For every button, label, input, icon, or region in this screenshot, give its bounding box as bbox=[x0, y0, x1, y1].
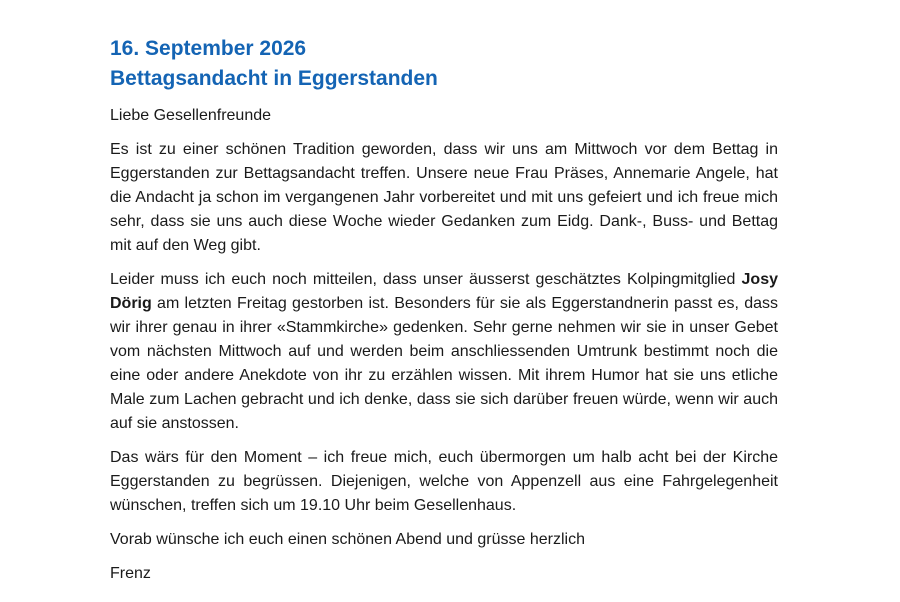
paragraph-obituary bbox=[110, 268, 778, 436]
paragraph-meeting-details: Das wärs für den Moment – ich freue mich, euch übermorgen um halb acht bei der Kirche Eggerstanden zu begrüssen. Diejenigen, welche von Appenzell aus eine Fahrgelegenheit wünschen, treffen sich um 19.10 Uhr beim Gesellenhaus. bbox=[110, 449, 778, 514]
letter-document bbox=[110, 34, 778, 586]
paragraph-obituary-rest: am letzten Freitag gestorben ist. Besonders für sie als Eggerstandnerin passt es, dass wir ihrer genau in ihrer «Stammkirche» gedenken. Sehr gerne nehmen wir sie in unser Gebet vom nächsten Mittwoch auf und werden beim anschliessenden Umtrunk bestimmt noch die eine oder andere Anekdote von ihr zu erzählen wissen. Mit ihrem Humor hat sie uns etliche Male zum Lachen gebracht und ich denke, dass sie sich darüber freuen würde, wenn wir auch auf sie anstossen. bbox=[110, 295, 778, 432]
signature: Frenz bbox=[110, 565, 151, 582]
deceased-name: Josy Dörig bbox=[110, 271, 778, 312]
event-title-heading: Bettagsandacht in Eggerstanden bbox=[110, 67, 438, 90]
closing-line: Vorab wünsche ich euch einen schönen Abend und grüsse herzlich bbox=[110, 531, 585, 548]
event-date-heading: 16. September 2026 bbox=[110, 37, 307, 60]
paragraph-tradition: Es ist zu einer schönen Tradition geworden, dass wir uns am Mittwoch vor dem Bettag in Eggerstanden zur Bettagsandacht treffen. Unsere neue Frau Präses, Annemarie Angele, hat die Andacht ja schon im vergangenen Jahr vorbereitet und mit uns gefeiert und ich freue mich sehr, dass sie uns auch diese Woche wieder Gedanken zum Eidg. Dank-, Buss- und Bettag mit auf den Weg gibt. bbox=[110, 141, 778, 254]
paragraph-obituary-intro: Leider muss ich euch noch mitteilen, dass unser äusserst geschätztes Kolpingmitglied bbox=[110, 271, 742, 288]
salutation: Liebe Gesellenfreunde bbox=[110, 107, 272, 124]
